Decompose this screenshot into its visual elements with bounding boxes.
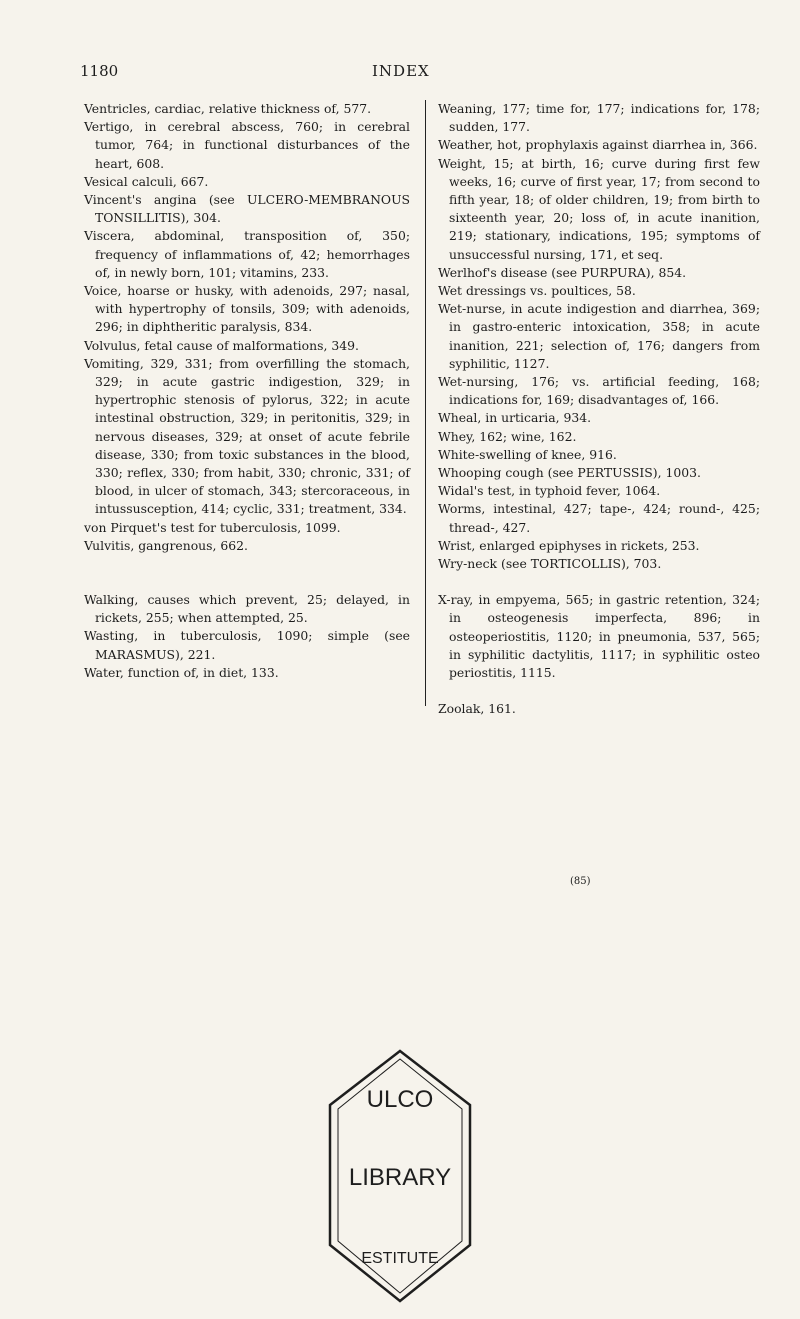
- section-gap: [438, 682, 760, 700]
- index-entry: Wasting, in tuberculosis, 1090; simple (see MARASMUS), 221.: [84, 628, 410, 662]
- right-column: [438, 100, 760, 719]
- section-gap: [84, 555, 410, 591]
- index-entry: Worms, intestinal, 427; tape-, 424; round-, 425; thread-, 427.: [438, 501, 760, 535]
- stamp-center-text: LIBRARY: [348, 1164, 452, 1191]
- page-number: 1180: [80, 62, 119, 80]
- index-entry: Weaning, 177; time for, 177; indications for, 178; sudden, 177.: [438, 101, 760, 135]
- folio-number: (85): [570, 876, 591, 887]
- index-entry: Widal's test, in typhoid fever, 1064.: [438, 483, 661, 499]
- index-entry: Wry-neck (see TORTICOLLIS), 703.: [438, 556, 662, 572]
- index-entry: Wet-nurse, in acute indigestion and diarrhea, 369; in gastro-enteric intoxication, 358; in acute inanition, 221; selection of, 176; dangers from syphilitic, 1127.: [438, 301, 760, 371]
- stamp-top-text: ULCO: [366, 1086, 434, 1113]
- index-entry: Voice, hoarse or husky, with adenoids, 297; nasal, with hypertrophy of tonsils, 309; with adenoids, 296; in diphtheritic paralysis, 834.: [84, 283, 410, 335]
- left-column: [84, 100, 410, 682]
- index-entry: Vomiting, 329, 331; from overfilling the stomach, 329; in acute gastric indigestion, 329; in hypertrophic stenosis of pylorus, 322; in acute intestinal obstruction, 329; in peritonitis, 329; in nervous diseases, 329; at onset of acute febrile disease, 330; from toxic substances in the blood, 330; reflex, 330; from habit, 330; chronic, 331; of blood, in ulcer of stomach, 343; stercoraceous, in intussusception, 414; cyclic, 331; treatment, 334.: [84, 355, 410, 517]
- page-title: INDEX: [372, 62, 430, 80]
- library-stamp: [310, 1045, 490, 1307]
- index-entry: Ventricles, cardiac, relative thickness of, 577.: [84, 101, 372, 116]
- index-entry: Vincent's angina (see ULCERO-MEMBRANOUS TONSILLITIS), 304.: [84, 192, 410, 226]
- index-entry: Wet-nursing, 176; vs. artificial feeding, 168; indications for, 169; disadvantages of, 166.: [438, 374, 760, 408]
- index-entry: Vulvitis, gangrenous, 662.: [84, 537, 248, 553]
- index-entry: Volvulus, fetal cause of malformations, 349.: [84, 337, 359, 353]
- index-entry: Zoolak, 161.: [438, 701, 516, 717]
- index-entry: Walking, causes which prevent, 25; delayed, in rickets, 255; when attempted, 25.: [84, 592, 410, 626]
- index-entry: Water, function of, in diet, 133.: [84, 664, 279, 680]
- index-entry: Whooping cough (see PERTUSSIS), 1003.: [438, 465, 701, 481]
- stamp-bottom-text: ESTITUTE: [361, 1250, 439, 1267]
- index-entry: von Pirquet's test for tuberculosis, 1099.: [84, 519, 341, 535]
- index-entry: Whey, 162; wine, 162.: [438, 428, 577, 444]
- index-entry: Viscera, abdominal, transposition of, 350; frequency of inflammations of, 42; hemorrhages of, in newly born, 101; vitamins, 233.: [84, 228, 410, 280]
- index-entry: Vesical calculi, 667.: [84, 173, 209, 189]
- index-entry: Vertigo, in cerebral abscess, 760; in cerebral tumor, 764; in functional disturbances of the heart, 608.: [84, 119, 410, 171]
- index-entry: Werlhof's disease (see PURPURA), 854.: [438, 264, 687, 280]
- index-entry: Wet dressings vs. poultices, 58.: [438, 283, 636, 299]
- page-header: [0, 62, 800, 84]
- index-entry: White-swelling of knee, 916.: [438, 446, 617, 462]
- index-entry: Weather, hot, prophylaxis against diarrhea in, 366.: [438, 137, 758, 153]
- index-entry: Wrist, enlarged epiphyses in rickets, 253.: [438, 537, 700, 553]
- column-divider: [425, 100, 426, 706]
- index-entry: Wheal, in urticaria, 934.: [438, 410, 592, 426]
- section-gap: [438, 573, 760, 591]
- index-entry: X-ray, in empyema, 565; in gastric retention, 324; in osteogenesis imperfecta, 896; in osteoperiostitis, 1120; in pneumonia, 537, 565; in syphilitic dactylitis, 1117; in syphilitic osteo periostitis, 1115.: [438, 592, 760, 681]
- index-entry: Weight, 15; at birth, 16; curve during first few weeks, 16; curve of first year, 17; from second to fifth year, 18; of older children, 19; from birth to sixteenth year, 20; loss of, in acute inanition, 219; stationary, indications, 195; symptoms of unsuccessful nursing, 171, et seq.: [438, 155, 760, 262]
